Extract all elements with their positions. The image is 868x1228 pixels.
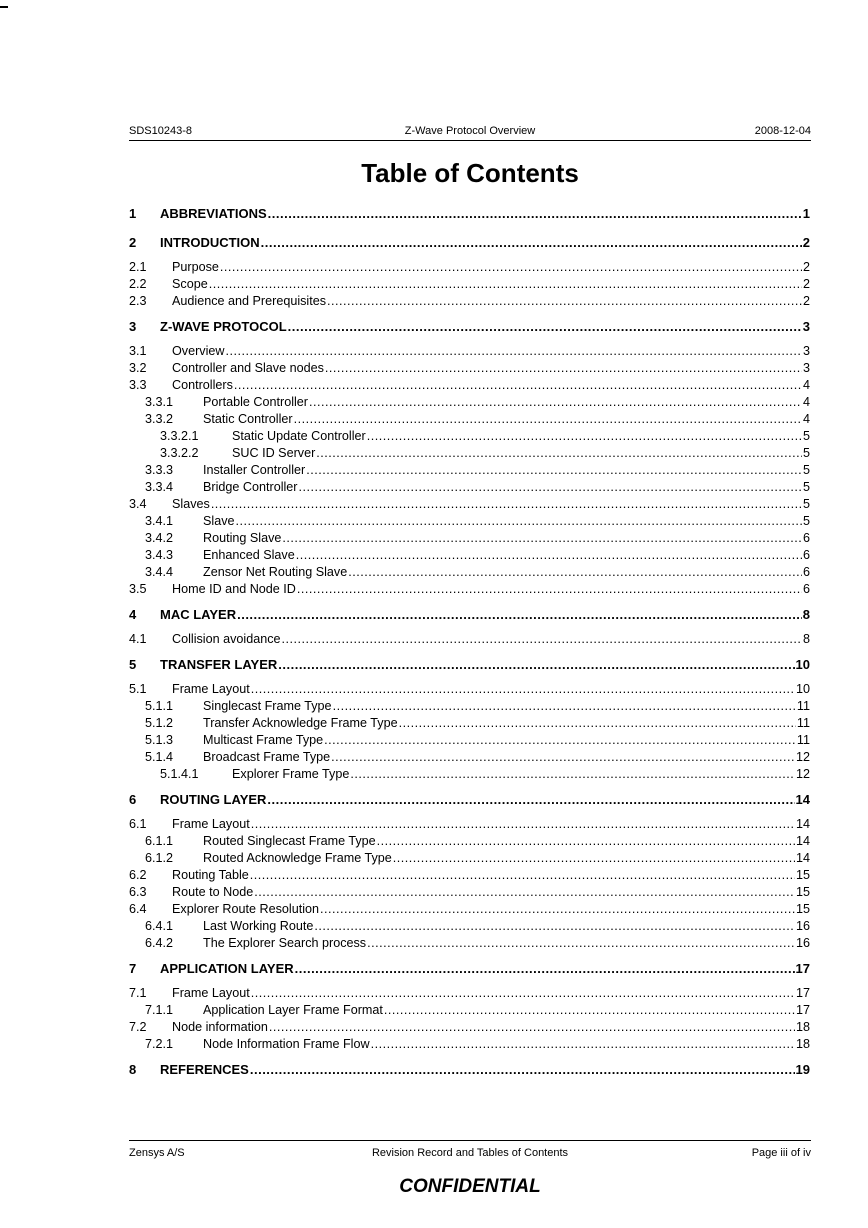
toc-entry-number: 3.4.2 <box>145 531 174 545</box>
toc-entry-page: 6 <box>802 548 810 562</box>
toc-entry-number: 3.4 <box>129 497 147 511</box>
toc-dot-leader <box>297 581 802 598</box>
toc-entry-number: 8 <box>129 1062 137 1077</box>
toc-entry[interactable] <box>129 867 810 884</box>
toc-entry-number: 6.4.2 <box>145 936 174 950</box>
toc-entry-page: 5 <box>802 446 810 460</box>
toc-entry[interactable] <box>129 901 810 918</box>
corner-mark <box>0 6 8 8</box>
toc-dot-leader <box>393 850 795 867</box>
toc-dot-leader <box>220 259 802 276</box>
toc-entry-title: Last Working Route <box>203 919 314 933</box>
toc-entry-page: 17 <box>795 961 810 976</box>
toc-entry-page: 18 <box>795 1020 810 1034</box>
toc-entry-title: ABBREVIATIONS <box>160 206 267 221</box>
toc-entry-title: MAC LAYER <box>160 607 237 622</box>
toc-entry-number: 7.1 <box>129 986 147 1000</box>
toc-entry[interactable] <box>129 749 810 766</box>
toc-dot-leader <box>314 918 795 935</box>
toc-entry-number: 3.5 <box>129 582 147 596</box>
toc-entry[interactable] <box>129 766 810 783</box>
toc-entry[interactable] <box>129 1019 810 1036</box>
toc-entry-number: 4 <box>129 607 137 622</box>
toc-entry[interactable] <box>129 318 810 335</box>
toc-entry-page: 14 <box>795 834 810 848</box>
toc-entry-title: Installer Controller <box>203 463 306 477</box>
toc-entry-page: 1 <box>802 206 810 221</box>
toc-entry-number: 5.1.1 <box>145 699 174 713</box>
toc-entry-page: 6 <box>802 582 810 596</box>
toc-entry-number: 5 <box>129 657 137 672</box>
toc-entry-number: 3.4.4 <box>145 565 174 579</box>
toc-entry-number: 5.1.2 <box>145 716 174 730</box>
toc-entry-number: 3.1 <box>129 344 147 358</box>
toc-dot-leader <box>234 377 802 394</box>
toc-entry-title: Z-WAVE PROTOCOL <box>160 319 287 334</box>
toc-entry-page: 10 <box>795 682 810 696</box>
toc-dot-leader <box>306 462 802 479</box>
toc-dot-leader <box>251 681 795 698</box>
toc-entry-number: 3.3.3 <box>145 463 174 477</box>
toc-entry-number: 3.3.2.1 <box>160 429 199 443</box>
toc-entry-number: 3.3 <box>129 378 147 392</box>
toc-dot-leader <box>348 564 802 581</box>
toc-entry[interactable] <box>129 513 810 530</box>
toc-entry-title: Audience and Prerequisites <box>172 294 327 308</box>
toc-entry-page: 4 <box>802 378 810 392</box>
toc-entry[interactable] <box>129 360 810 377</box>
toc-entry-title: Frame Layout <box>172 986 250 1000</box>
toc-dot-leader <box>282 530 802 547</box>
toc-entry-title: Static Controller <box>203 412 293 426</box>
toc-entry[interactable] <box>129 681 810 698</box>
toc-dot-leader <box>211 496 802 513</box>
toc-dot-leader <box>325 360 802 377</box>
toc-entry-page: 18 <box>795 1037 810 1051</box>
toc-dot-leader <box>236 513 802 530</box>
toc-entry[interactable] <box>129 935 810 952</box>
toc-entry-page: 10 <box>795 657 810 672</box>
toc-entry-page: 11 <box>796 716 810 730</box>
toc-entry-number: 6.1 <box>129 817 147 831</box>
toc-entry-number: 3 <box>129 319 137 334</box>
toc-dot-leader <box>250 867 795 884</box>
toc-entry-page: 16 <box>795 936 810 950</box>
toc-dot-leader <box>377 833 795 850</box>
toc-entry-page: 5 <box>802 514 810 528</box>
toc-entry-page: 2 <box>802 294 810 308</box>
toc-entry[interactable] <box>129 918 810 935</box>
toc-entry-page: 2 <box>802 260 810 274</box>
toc-entry-page: 14 <box>795 817 810 831</box>
toc-entry-title: Controller and Slave nodes <box>172 361 324 375</box>
toc-entry[interactable] <box>129 428 810 445</box>
toc-entry-number: 2.2 <box>129 277 147 291</box>
toc-entry-page: 12 <box>795 767 810 781</box>
toc-entry-title: Slave <box>203 514 235 528</box>
toc-entry-number: 7.1.1 <box>145 1003 174 1017</box>
toc-entry-title: Static Update Controller <box>232 429 366 443</box>
toc-dot-leader <box>254 884 795 901</box>
toc-entry[interactable] <box>129 715 810 732</box>
toc-entry[interactable] <box>129 581 810 598</box>
toc-entry[interactable] <box>129 411 810 428</box>
toc-entry-number: 7.2.1 <box>145 1037 174 1051</box>
toc-dot-leader <box>288 318 802 335</box>
toc-entry-page: 5 <box>802 429 810 443</box>
toc-entry[interactable] <box>129 732 810 749</box>
toc-entry-number: 4.1 <box>129 632 147 646</box>
toc-entry-page: 14 <box>795 792 810 807</box>
toc-entry-number: 3.3.1 <box>145 395 174 409</box>
toc-entry[interactable] <box>129 631 810 648</box>
toc-entry-title: Broadcast Frame Type <box>203 750 331 764</box>
toc-dot-leader <box>331 749 795 766</box>
toc-entry[interactable] <box>129 462 810 479</box>
toc-entry-number: 6.1.1 <box>145 834 174 848</box>
toc-entry-title: Frame Layout <box>172 817 250 831</box>
toc-entry-title: APPLICATION LAYER <box>160 961 294 976</box>
toc-entry-title: Zensor Net Routing Slave <box>203 565 348 579</box>
toc-entry-number: 7.2 <box>129 1020 147 1034</box>
toc-dot-leader <box>399 715 796 732</box>
toc-entry-number: 5.1.4 <box>145 750 174 764</box>
toc-entry-title: TRANSFER LAYER <box>160 657 278 672</box>
toc-entry[interactable] <box>129 479 810 496</box>
toc-entry-number: 6.1.2 <box>145 851 174 865</box>
toc-entry-title: Application Layer Frame Format <box>203 1003 383 1017</box>
toc-entry-title: Slaves <box>172 497 210 511</box>
toc-entry-page: 17 <box>795 986 810 1000</box>
toc-entry-number: 2.3 <box>129 294 147 308</box>
footer-page-number: Page iii of iv <box>751 1147 811 1159</box>
toc-entry-title: The Explorer Search process <box>203 936 367 950</box>
toc-dot-leader <box>320 901 795 918</box>
toc-entry-page: 11 <box>796 699 810 713</box>
toc-entry[interactable] <box>129 985 810 1002</box>
toc-entry-title: Enhanced Slave <box>203 548 295 562</box>
toc-entry[interactable] <box>129 960 810 977</box>
toc-entry-title: Bridge Controller <box>203 480 298 494</box>
toc-dot-leader <box>299 479 802 496</box>
toc-dot-leader <box>333 698 796 715</box>
toc-entry[interactable] <box>129 833 810 850</box>
toc-dot-leader <box>269 1019 795 1036</box>
toc-entry-number: 2.1 <box>129 260 147 274</box>
toc-entry-number: 5.1.3 <box>145 733 174 747</box>
toc-entry-title: INTRODUCTION <box>160 235 260 250</box>
toc-entry-page: 14 <box>795 851 810 865</box>
toc-entry-title: Purpose <box>172 260 219 274</box>
toc-entry[interactable] <box>129 547 810 564</box>
toc-entry[interactable] <box>129 816 810 833</box>
toc-entry-page: 16 <box>795 919 810 933</box>
toc-entry[interactable] <box>129 530 810 547</box>
toc-dot-leader <box>296 547 802 564</box>
toc-entry-page: 2 <box>802 277 810 291</box>
toc-entry-number: 1 <box>129 206 137 221</box>
toc-entry-title: Routed Singlecast Frame Type <box>203 834 376 848</box>
toc-entry-title: Node information <box>172 1020 268 1034</box>
toc-entry-number: 6 <box>129 792 137 807</box>
toc-dot-leader <box>327 293 802 310</box>
toc-entry-title: Node Information Frame Flow <box>203 1037 370 1051</box>
toc-entry-page: 17 <box>795 1003 810 1017</box>
toc-entry[interactable] <box>129 445 810 462</box>
toc-dot-leader <box>324 732 796 749</box>
toc-entry-number: 3.3.4 <box>145 480 174 494</box>
toc-entry[interactable] <box>129 343 810 360</box>
confidential-label: CONFIDENTIAL <box>399 1176 541 1197</box>
toc-entry[interactable] <box>129 1002 810 1019</box>
toc-entry[interactable] <box>129 564 810 581</box>
toc-entry-page: 3 <box>802 344 810 358</box>
toc-entry-number: 3.4.3 <box>145 548 174 562</box>
toc-entry[interactable] <box>129 884 810 901</box>
toc-entry-title: Routed Acknowledge Frame Type <box>203 851 392 865</box>
toc-dot-leader <box>309 394 802 411</box>
footer-company: Zensys A/S <box>129 1147 185 1159</box>
toc-entry-title: Routing Slave <box>203 531 282 545</box>
toc-entry-title: Transfer Acknowledge Frame Type <box>203 716 398 730</box>
toc-entry[interactable] <box>129 1036 810 1053</box>
toc-entry-number: 3.2 <box>129 361 147 375</box>
toc-entry-page: 8 <box>802 632 810 646</box>
toc-dot-leader <box>251 816 795 833</box>
toc-entry-page: 4 <box>802 412 810 426</box>
toc-entry-title: REFERENCES <box>160 1062 249 1077</box>
toc-entry-number: 3.3.2 <box>145 412 174 426</box>
toc-entry-number: 5.1 <box>129 682 147 696</box>
toc-entry-title: Singlecast Frame Type <box>203 699 332 713</box>
toc-dot-leader <box>261 234 802 251</box>
header-doc-id: SDS10243-8 <box>129 125 192 137</box>
toc-dot-leader <box>225 343 802 360</box>
toc-entry-title: Home ID and Node ID <box>172 582 296 596</box>
toc-dot-leader <box>282 631 802 648</box>
toc-entry-page: 11 <box>796 733 810 747</box>
toc-entry-title: Multicast Frame Type <box>203 733 324 747</box>
toc-entry-title: Frame Layout <box>172 682 250 696</box>
toc-dot-leader <box>251 985 795 1002</box>
toc-entry-page: 5 <box>802 480 810 494</box>
toc-dot-leader <box>237 606 802 623</box>
toc-entry-page: 6 <box>802 565 810 579</box>
toc-dot-leader <box>209 276 802 293</box>
toc-entry-page: 12 <box>795 750 810 764</box>
toc-entry[interactable] <box>129 606 810 623</box>
toc-dot-leader <box>295 960 795 977</box>
toc-entry-number: 3.4.1 <box>145 514 174 528</box>
toc-entry[interactable] <box>129 205 810 222</box>
toc-entry-number: 7 <box>129 961 137 976</box>
toc-entry-page: 2 <box>802 235 810 250</box>
toc-entry-number: 2 <box>129 235 137 250</box>
toc-entry-page: 6 <box>802 531 810 545</box>
toc-entry[interactable] <box>129 276 810 293</box>
toc-entry[interactable] <box>129 496 810 513</box>
toc-entry[interactable] <box>129 850 810 867</box>
toc-entry-page: 8 <box>802 607 810 622</box>
toc-entry-page: 15 <box>795 868 810 882</box>
toc-entry-title: SUC ID Server <box>232 446 316 460</box>
toc-dot-leader <box>367 935 795 952</box>
toc-entry[interactable] <box>129 656 810 673</box>
toc-entry-page: 15 <box>795 885 810 899</box>
toc-entry-title: Scope <box>172 277 208 291</box>
toc-entry-number: 6.2 <box>129 868 147 882</box>
footer-section: Revision Record and Tables of Contents <box>371 1147 569 1159</box>
toc-dot-leader <box>384 1002 795 1019</box>
toc-entry-number: 3.3.2.2 <box>160 446 199 460</box>
toc-entry-title: Collision avoidance <box>172 632 281 646</box>
toc-entry-title: Controllers <box>172 378 233 392</box>
toc-entry-title: Portable Controller <box>203 395 308 409</box>
toc-entry[interactable] <box>129 259 810 276</box>
toc-entry-number: 5.1.4.1 <box>160 767 199 781</box>
toc-entry[interactable] <box>129 377 810 394</box>
toc-entry-title: Explorer Route Resolution <box>172 902 320 916</box>
toc-entry-page: 5 <box>802 463 810 477</box>
page-header <box>129 124 811 141</box>
toc-entry-title: Explorer Frame Type <box>232 767 350 781</box>
toc-entry[interactable] <box>129 791 810 808</box>
toc-dot-leader <box>267 791 794 808</box>
toc-entry-title: Overview <box>172 344 225 358</box>
toc-entry-title: Routing Table <box>172 868 249 882</box>
toc-dot-leader <box>316 445 802 462</box>
header-doc-title: Z-Wave Protocol Overview <box>404 125 536 137</box>
toc-entry[interactable] <box>129 394 810 411</box>
toc-dot-leader <box>294 411 802 428</box>
toc-entry[interactable] <box>129 293 810 310</box>
toc-entry-page: 15 <box>795 902 810 916</box>
toc-dot-leader <box>268 205 802 222</box>
toc-dot-leader <box>367 428 802 445</box>
toc-entry-page: 3 <box>802 361 810 375</box>
toc-entry-page: 5 <box>802 497 810 511</box>
toc-entry-number: 6.4.1 <box>145 919 174 933</box>
toc-entry-number: 6.3 <box>129 885 147 899</box>
toc-entry-title: Route to Node <box>172 885 254 899</box>
toc-entry-number: 6.4 <box>129 902 147 916</box>
toc-entry[interactable] <box>129 698 810 715</box>
toc-dot-leader <box>350 766 795 783</box>
toc-entry-page: 4 <box>802 395 810 409</box>
toc-entry-title: ROUTING LAYER <box>160 792 267 807</box>
header-date: 2008-12-04 <box>754 125 811 137</box>
page-title: Table of Contents <box>361 158 579 188</box>
toc-dot-leader <box>278 656 794 673</box>
toc-dot-leader <box>250 1061 795 1078</box>
toc-entry[interactable] <box>129 1061 810 1078</box>
toc-entry[interactable] <box>129 234 810 251</box>
toc-entry-page: 3 <box>802 319 810 334</box>
toc-dot-leader <box>371 1036 795 1053</box>
page-footer <box>129 1140 811 1163</box>
toc-entry-page: 19 <box>795 1062 810 1077</box>
